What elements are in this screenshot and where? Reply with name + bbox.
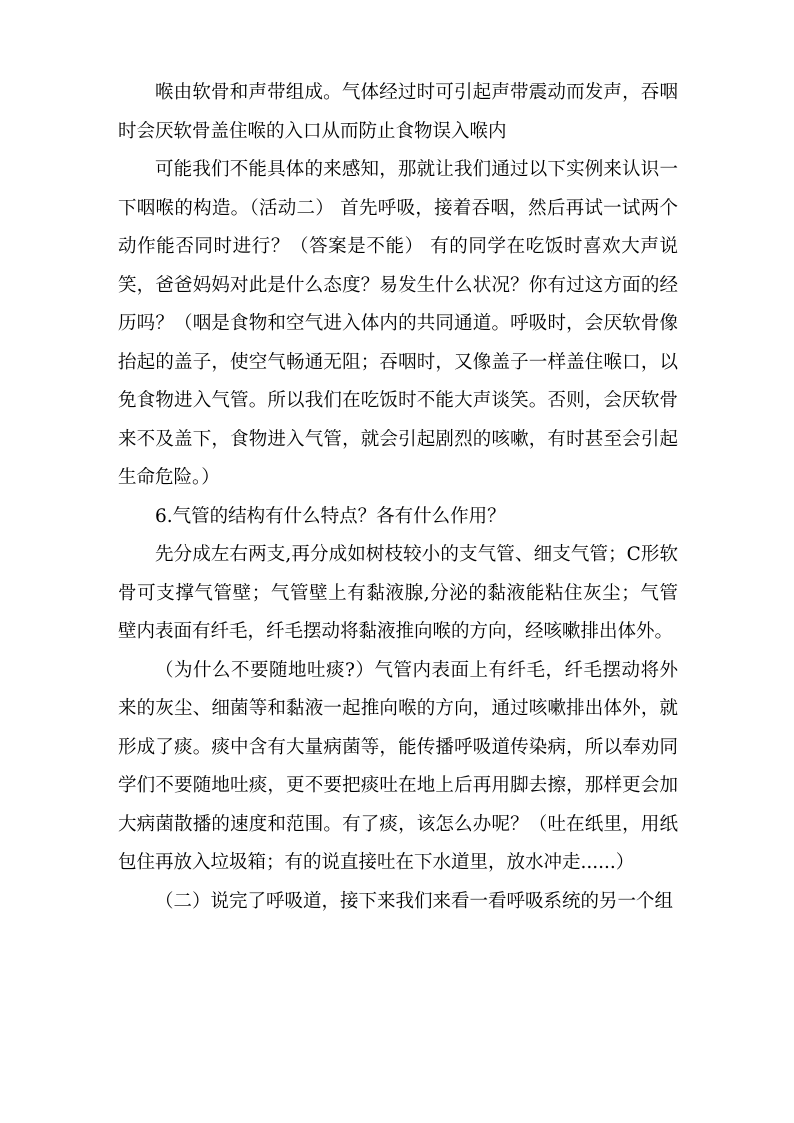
paragraph-pharynx-activity: 可能我们不能具体的来感知，那就让我们通过以下实例来认识一下咽喉的构造。（活动二） 首先呼吸，接着吞咽，然后再试一试两个动作能否同时进行？（答案是不能） 有的同学在吃饭时喜欢大声说笑，爸爸妈妈对此是什么态度？易发生什么状况？你有过这方面的经历吗？（咽是食物和空气进入体内的共同通道。呼吸时，会厌软骨像抬起的盖子，使空气畅通无阻；吞咽时，又像盖子一样盖住喉口，以免食物进入气管。所以我们在吃饭时不能大声谈笑。否则，会厌软骨来不及盖下，食物进入气管，就会引起剧烈的咳嗽，有时甚至会引起生命危险。） <box>118 159 678 488</box>
paragraph-larynx: 喉由软骨和声带组成。气体经过时可引起声带震动而发声，吞咽时会厌软骨盖住喉的入口从而防止食物误入喉内 <box>118 82 678 142</box>
paragraph-spitting: （为什么不要随地吐痰?）气管内表面上有纤毛，纤毛摆动将外来的灰尘、细菌等和黏液一起推向喉的方向，通过咳嗽排出体外，就形成了痰。痰中含有大量病菌等，能传播呼吸道传染病，所以奉劝同学们不要随地吐痰，更不要把痰吐在地上后再用脚去擦，那样更会加大病菌散播的速度和范围。有了痰，该怎么办呢？（吐在纸里，用纸包住再放入垃圾箱；有的说直接吐在下水道里，放水冲走......） <box>118 659 678 873</box>
paragraph-section-two: （二）说完了呼吸道，接下来我们来看一看呼吸系统的另一个组 <box>155 890 674 912</box>
paragraph-question-trachea: 6.气管的结构有什么特点？各有什么作用？ <box>155 505 506 527</box>
document-body <box>118 74 678 921</box>
paragraph-trachea-structure: 先分成左右两支,再分成如树枝较小的支气管、细支气管；C形软骨可支撑气管壁；气管壁上有黏液腺,分泌的黏液能粘住灰尘；气管壁内表面有纤毛，纤毛摆动将黏液推向喉的方向，经咳嗽排出体外。 <box>118 544 678 642</box>
